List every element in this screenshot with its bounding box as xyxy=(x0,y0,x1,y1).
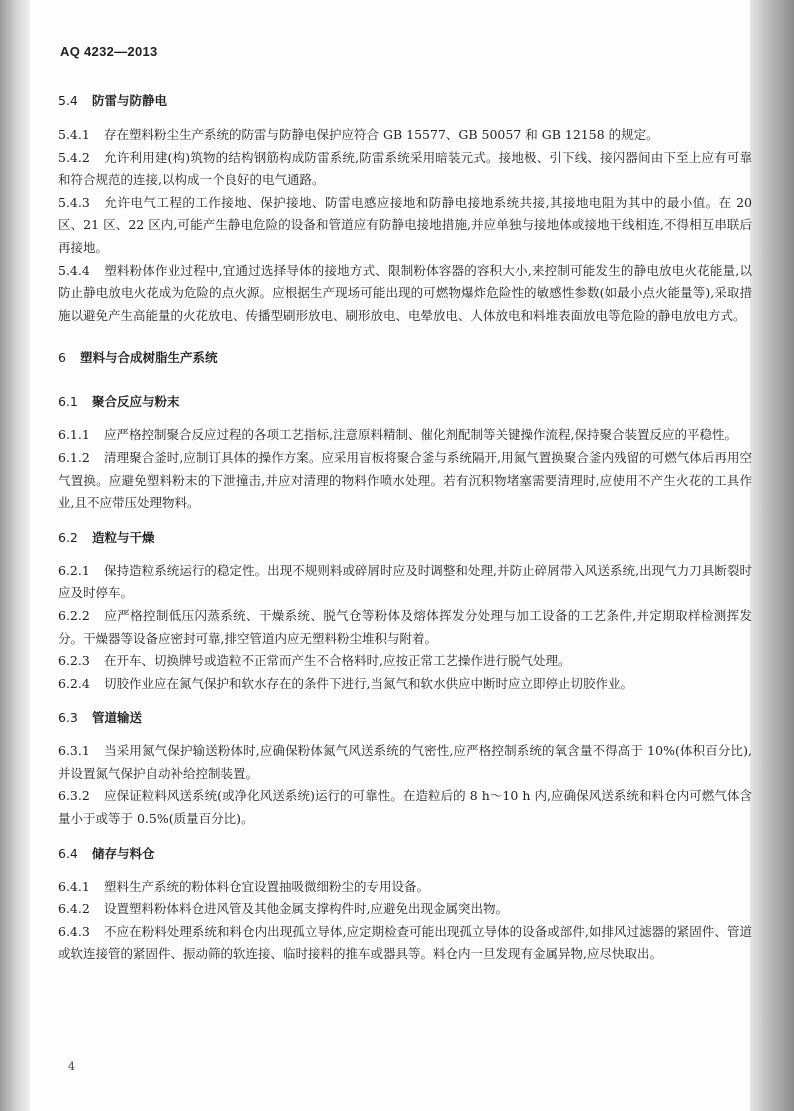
clause-number: 6.1.1 xyxy=(58,427,90,443)
clause-number: 5.4.4 xyxy=(58,262,90,278)
section-number: 6.1 xyxy=(58,394,78,410)
clause-number: 6.4.2 xyxy=(58,901,90,917)
section-title: 聚合反应与粉末 xyxy=(92,394,180,410)
clause-number: 6.2.4 xyxy=(58,675,90,691)
clause-6-4-2 xyxy=(58,898,752,921)
section-title: 造粒与干燥 xyxy=(92,529,155,545)
clause-6-2-3 xyxy=(58,650,752,673)
clause-6-2-4 xyxy=(58,673,752,696)
clause-6-1-2 xyxy=(58,447,752,515)
section-heading-6-2 xyxy=(58,527,752,549)
page-content xyxy=(58,86,752,966)
clause-text: 不应在粉料处理系统和料仓内出现孤立导体,应定期检查可能出现孤立导体的设备或部件,如排风过滤器的紧固件、管道或软连接管的紧固件、振动筛的软连接、临时接料的推车或器具等。料仓内一旦发现有金属异物,应尽快取出。 xyxy=(58,923,752,962)
clause-text: 塑料粉体作业过程中,宜通过选择导体的接地方式、限制粉体容器的容积大小,来控制可能发生的静电放电火花能量,以防止静电放电火花成为危险的点火源。应根据生产现场可能出现的可燃物爆炸危险性的敏感性参数(如最小点火能量等),采取措施以避免产生高能量的火花放电、传播型刷形放电、刷形放电、电晕放电、人体放电和料堆表面放电等危险的静电放电方式。 xyxy=(58,262,752,323)
scan-left-margin xyxy=(0,0,30,1111)
clause-number: 6.3.2 xyxy=(58,788,90,804)
clause-text: 允许利用建(构)筑物的结构钢筋构成防雷系统,防雷系统采用暗装元式。接地极、引下线、接闪器间由下至上应有可靠和符合规范的连接,以构成一个良好的电气通路。 xyxy=(58,149,752,188)
clause-number: 6.2.2 xyxy=(58,607,90,623)
clause-6-3-2 xyxy=(58,785,752,830)
clause-text: 设置塑料粉体料仓进风管及其他金属支撑构件时,应避免出现金属突出物。 xyxy=(104,901,508,917)
chapter-number: 6 xyxy=(58,350,66,366)
clause-number: 5.4.3 xyxy=(58,194,90,210)
clause-6-4-1 xyxy=(58,876,752,899)
chapter-heading-6 xyxy=(58,347,752,369)
clause-5-4-2 xyxy=(58,147,752,192)
clause-6-2-2 xyxy=(58,605,752,650)
clause-text: 保持造粒系统运行的稳定性。出现不规则料或碎屑时应及时调整和处理,并防止碎屑带入风送系统,出现气力刀具断裂时应及时停车。 xyxy=(58,562,752,601)
clause-number: 6.2.3 xyxy=(58,653,90,669)
section-title: 储存与料仓 xyxy=(92,845,155,861)
clause-number: 6.4.1 xyxy=(58,878,90,894)
section-number: 5.4 xyxy=(58,93,78,108)
clause-number: 6.3.1 xyxy=(58,743,90,759)
chapter-title: 塑料与合成树脂生产系统 xyxy=(80,350,218,366)
clause-text: 允许电气工程的工作接地、保护接地、防雷电感应接地和防静电接地系统共接,其接地电阻为其中的最小值。在 20 区、21 区、22 区内,可能产生静电危险的设备和管道应有防静电接地措施,并应单独与接地体或接地干线相连,不得相互串联后再接地。 xyxy=(58,194,752,255)
section-heading-6-3 xyxy=(58,707,752,729)
clause-number: 5.4.2 xyxy=(58,149,90,165)
clause-6-3-1 xyxy=(58,740,752,785)
clause-text: 清理聚合釜时,应制订具体的操作方案。应采用盲板将聚合釜与系统隔开,用氮气置换聚合釜内残留的可燃气体后再用空气置换。应避免塑料粉末的下泄撞击,并应对清理的物料作喷水处理。若有沉积物堵塞需要清理时,应使用不产生火花的工具作业,且不应带压处理物料。 xyxy=(58,449,752,511)
clause-6-1-1 xyxy=(58,424,752,447)
clause-number: 5.4.1 xyxy=(58,127,90,142)
page-number: 4 xyxy=(68,1060,75,1073)
section-number: 6.3 xyxy=(58,710,78,726)
clause-number: 6.4.3 xyxy=(58,923,90,939)
clause-text: 当采用氮气保护输送粉体时,应确保粉体氮气风送系统的气密性,应严格控制系统的氧含量不得高于 10%(体积百分比),并设置氮气保护自动补给控制装置。 xyxy=(58,743,752,781)
clause-text: 塑料生产系统的粉体料仓宜设置抽吸微细粉尘的专用设备。 xyxy=(104,878,430,894)
clause-number: 6.2.1 xyxy=(58,562,90,578)
section-title: 防雷与防静电 xyxy=(92,93,168,108)
clause-text: 在开车、切换牌号或造粒不正常而产生不合格料时,应按正常工艺操作进行脱气处理。 xyxy=(104,653,571,669)
section-heading-6-4 xyxy=(58,843,752,865)
clause-text: 应严格控制聚合反应过程的各项工艺指标,注意原料精制、催化剂配制等关键操作流程,保持聚合装置反应的平稳性。 xyxy=(104,427,737,443)
section-heading-5-4 xyxy=(58,90,752,112)
section-title: 管道输送 xyxy=(92,710,143,726)
standard-code-header: AQ 4232—2013 xyxy=(60,44,158,59)
clause-6-4-3 xyxy=(58,921,752,966)
clause-text: 应保证粒料风送系统(或净化风送系统)运行的可靠性。在造粒后的 8 h～10 h 内,应确保风送系统和料仓内可燃气体含量小于或等于 0.5%(质量百分比)。 xyxy=(58,788,752,827)
section-number: 6.2 xyxy=(58,529,78,545)
clause-6-2-1 xyxy=(58,560,752,605)
section-number: 6.4 xyxy=(58,845,78,861)
clause-5-4-1 xyxy=(58,124,752,147)
clause-text: 切胶作业应在氮气保护和软水存在的条件下进行,当氮气和软水供应中断时应立即停止切胶作业。 xyxy=(104,675,633,691)
clause-5-4-3 xyxy=(58,192,752,260)
document-page xyxy=(30,0,750,1111)
clause-number: 6.1.2 xyxy=(58,449,90,465)
section-heading-6-1 xyxy=(58,391,752,413)
clause-text: 应严格控制低压闪蒸系统、干燥系统、脱气仓等粉体及熔体挥发分处理与加工设备的工艺条件,并定期取样检测挥发分。干燥器等设备应密封可靠,排空管道内应无塑料粉尘堆积与附着。 xyxy=(58,607,752,646)
clause-5-4-4 xyxy=(58,260,752,328)
scan-right-margin xyxy=(750,0,794,1111)
clause-text: 存在塑料粉尘生产系统的防雷与防静电保护应符合 GB 15577、GB 50057 和 GB 12158 的规定。 xyxy=(104,127,659,142)
